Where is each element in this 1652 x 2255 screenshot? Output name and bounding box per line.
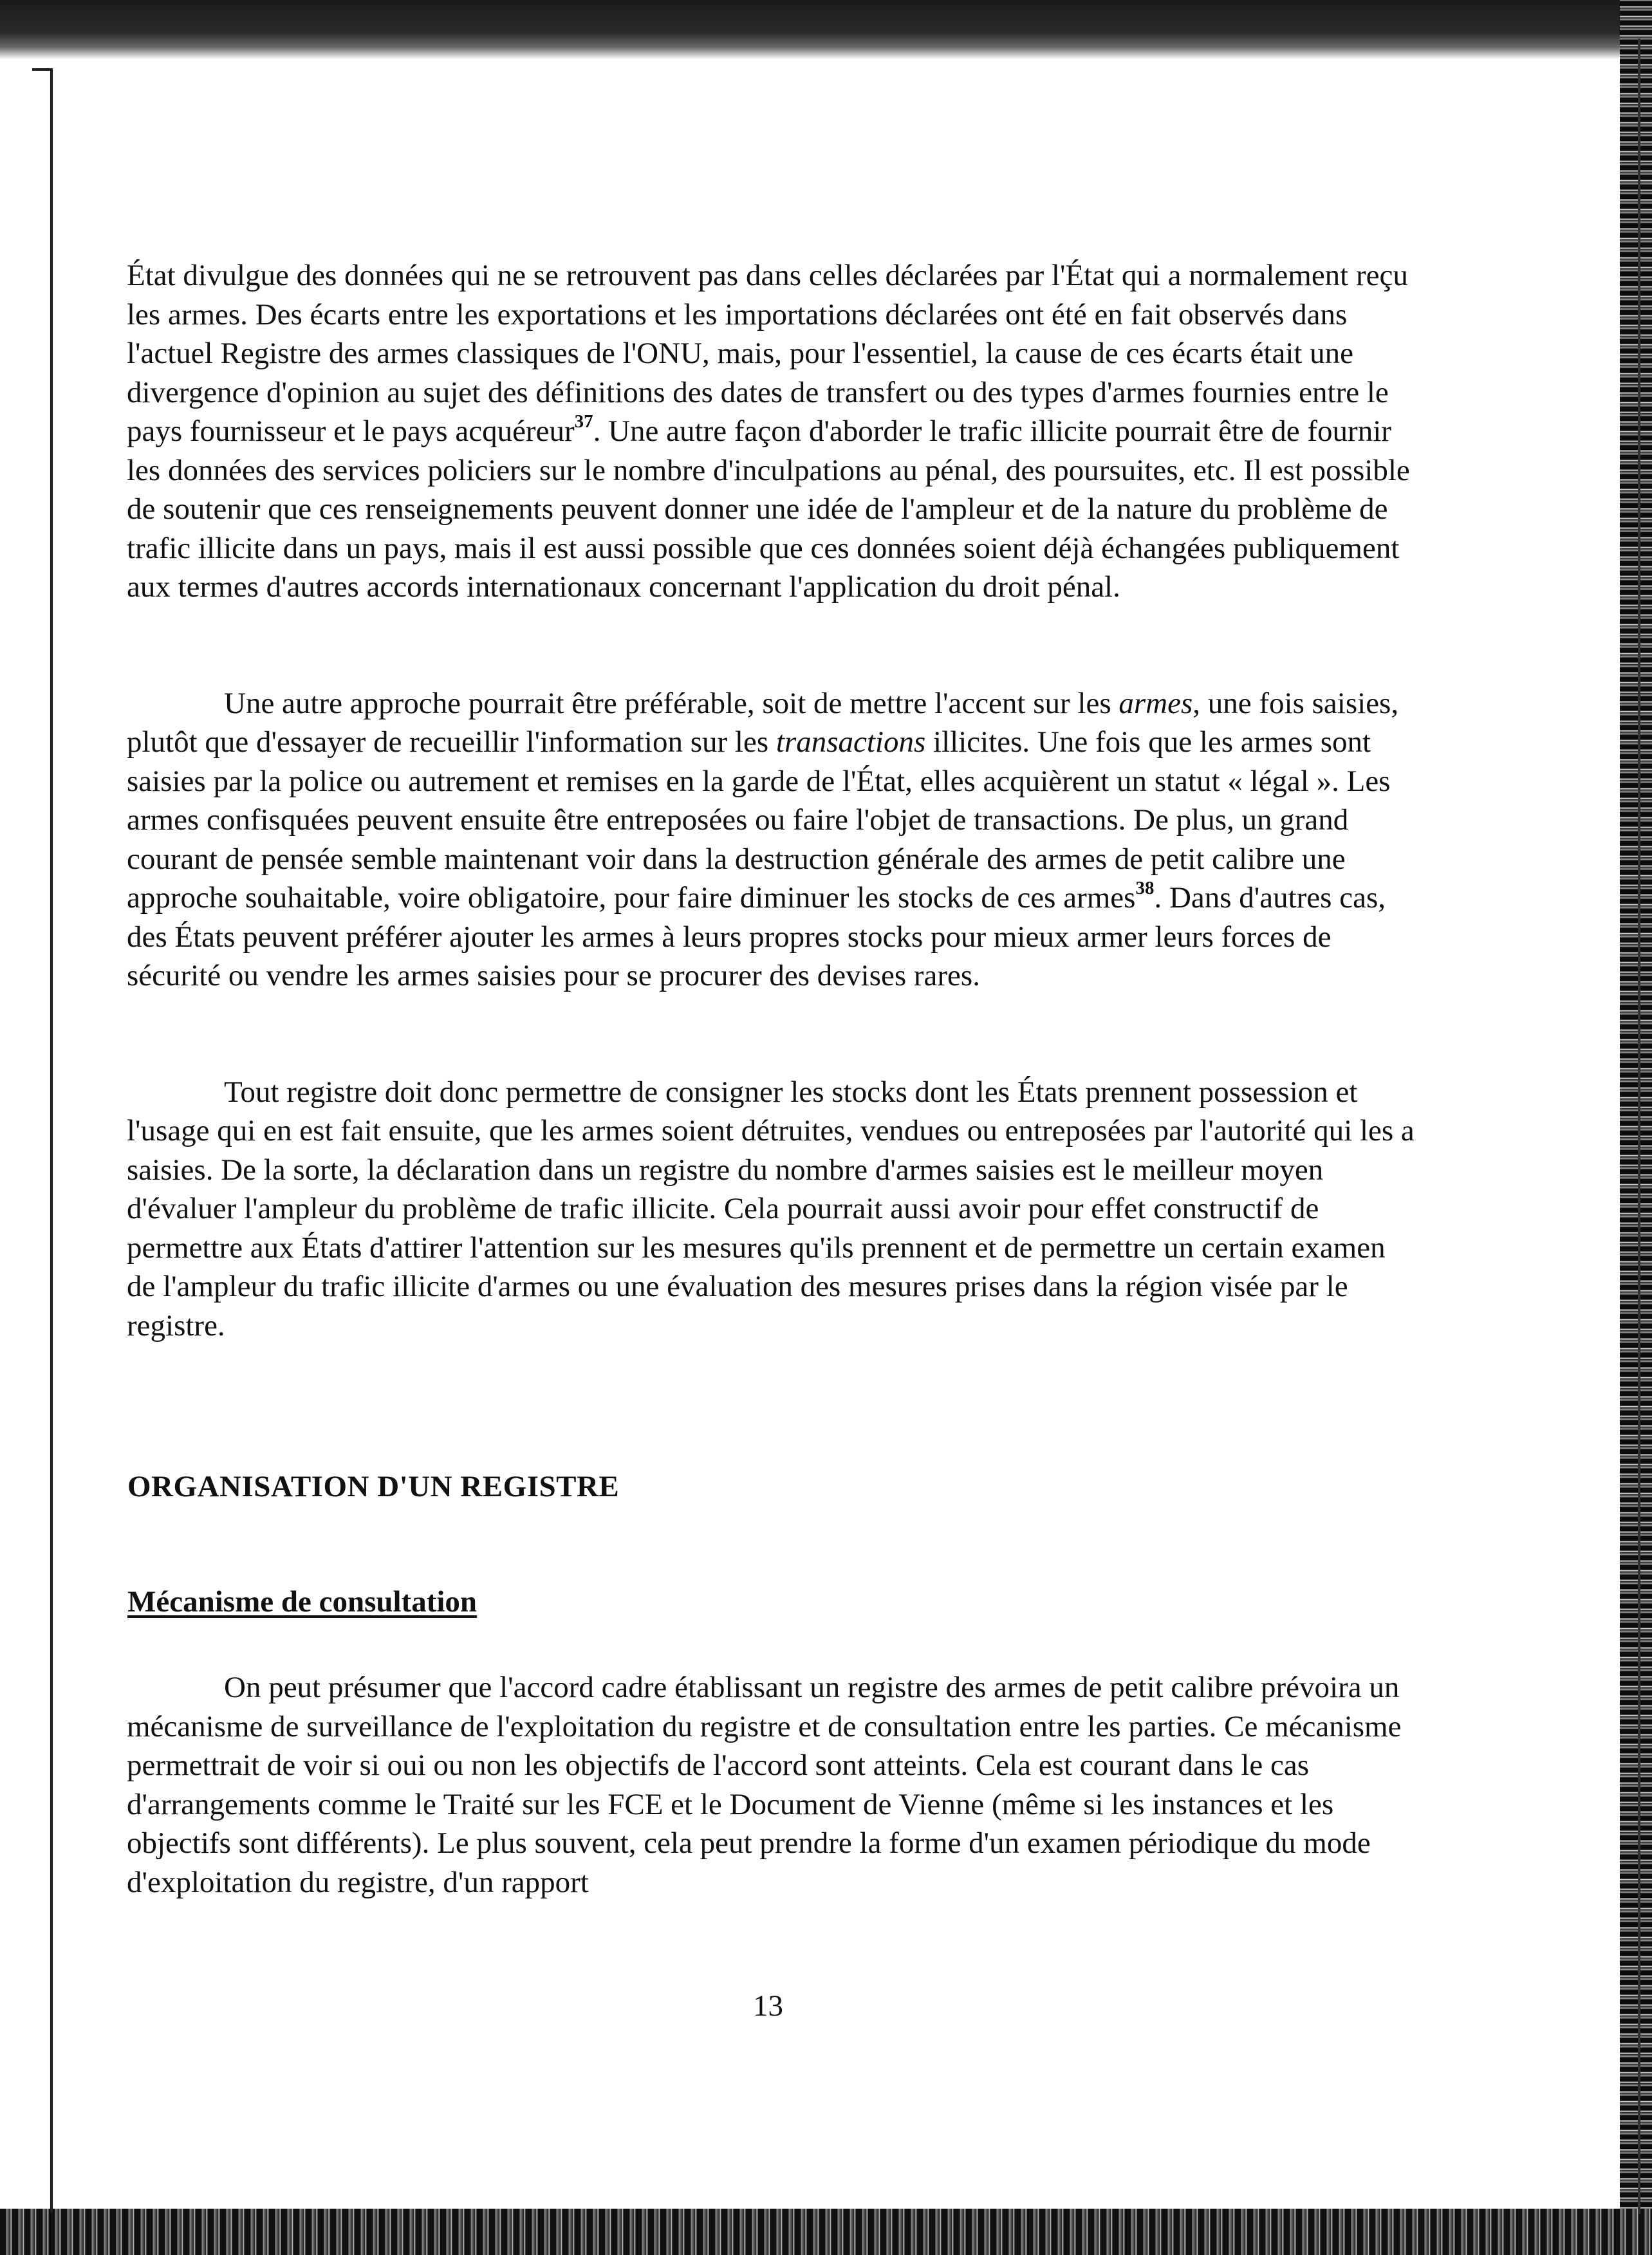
scan-border-bottom: [0, 2209, 1652, 2255]
page-margin-tick: [32, 68, 53, 71]
subsection-heading: Mécanisme de consultation: [127, 1585, 478, 1619]
page-edge-line: [1638, 39, 1640, 2214]
scan-border-top: [0, 0, 1652, 59]
footnote-ref-37: 37: [574, 411, 593, 432]
emphasis-transactions: transactions: [775, 725, 926, 759]
emphasis-armes: armes: [1118, 686, 1193, 720]
paragraph-2: [127, 684, 1417, 996]
scan-border-right: [1620, 0, 1652, 2255]
section-heading: ORGANISATION D'UN REGISTRE: [127, 1470, 620, 1503]
paragraph-1-text: État divulgue des données qui ne se retrouvent pas dans celles déclarées par l'État qui a normalement reçu les armes. Des écarts entre les exportations et les importations déclarées ont été en fait observés dans l'actuel Registre des armes classiques de l'ONU, mais, pour l'essentiel, la cause de ces écarts était une divergence d'opinion au sujet des définitions des dates de transfert ou des types d'armes fournies entre le pays fournisseur et le pays acquéreur: [127, 259, 1408, 448]
page-margin-line: [50, 70, 53, 2213]
paragraph-2-part-1: Une autre approche pourrait être préférable, soit de mettre l'accent sur les: [224, 686, 1119, 720]
document-body-2: [127, 1668, 1417, 1902]
paragraph-2-part-2: , une fois saisies, plutôt que d'essayer de recueillir l'information sur les: [127, 686, 1399, 759]
paragraph-1-text-after: . Une autre façon d'aborder le trafic illicite pourrait être de fournir les données des services policiers sur le nombre d'inculpations au pénal, des poursuites, etc. Il est possible de soutenir que ces renseignements peuvent donner une idée de l'ampleur et de la nature du problème de trafic illicite dans un pays, mais il est aussi possible que ces données soient déjà échangées publiquement aux termes d'autres accords internationaux concernant l'application du droit pénal.: [127, 414, 1410, 604]
page-number: 13: [753, 1989, 783, 2023]
paragraph-2-part-4: . Dans d'autres cas, des États peuvent préférer ajouter les armes à leurs propres stocks pour mieux armer leurs forces de sécurité ou vendre les armes saisies pour se procurer des devises rares.: [127, 881, 1386, 992]
paragraph-4: On peut présumer que l'accord cadre établissant un registre des armes de petit calibre prévoira un mécanisme de surveillance de l'exploitation du registre et de consultation entre les parties. Ce mécanisme permettrait de voir si oui ou non les objectifs de l'accord sont atteints. Cela est courant dans le cas d'arrangements comme le Traité sur les FCE et le Document de Vienne (même si les instances et les objectifs sont différents). Le plus souvent, cela peut prendre la forme d'un examen périodique du mode d'exploitation du registre, d'un rapport: [127, 1671, 1402, 1899]
footnote-ref-38: 38: [1135, 878, 1155, 899]
paragraph-1: [127, 256, 1417, 607]
document-body: [127, 256, 1417, 1345]
paragraph-3: Tout registre doit donc permettre de consigner les stocks dont les États prennent possession et l'usage qui en est fait ensuite, que les armes soient détruites, vendues ou entreposées par l'autorité qui les a saisies. De la sorte, la déclaration dans un registre du nombre d'armes saisies est le meilleur moyen d'évaluer l'ampleur du problème de trafic illicite. Cela pourrait aussi avoir pour effet constructif de permettre aux États d'attirer l'attention sur les mesures qu'ils prennent et de permettre un certain examen de l'ampleur du trafic illicite d'armes ou une évaluation des mesures prises dans la région visée par le registre.: [127, 1075, 1415, 1342]
paragraph-2-part-3: illicites. Une fois que les armes sont saisies par la police ou autrement et remises en la garde de l'État, elles acquièrent un statut « légal ». Les armes confisquées peuvent ensuite être entreposées ou faire l'objet de transactions. De plus, un grand courant de pensée semble maintenant voir dans la destruction générale des armes de petit calibre une approche souhaitable, voire obligatoire, pour faire diminuer les stocks de ces armes: [127, 725, 1391, 914]
